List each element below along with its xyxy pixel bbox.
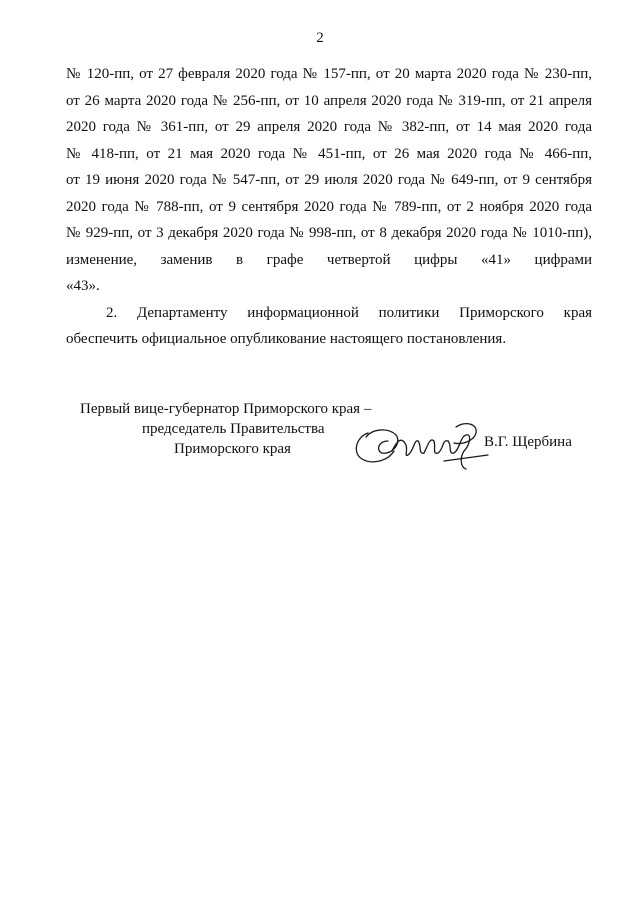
text-line: 2020 года № 788-пп, от 9 сентября 2020 года № 789-пп, от 2 ноября 2020 года: [66, 198, 592, 215]
text-line: № 120-пп, от 27 февраля 2020 года № 157-пп, от 20 марта 2020 года № 230-пп,: [66, 66, 592, 82]
signatory-title-line: Приморского края: [174, 441, 291, 457]
signatory-title-line: председатель Правительства: [142, 421, 325, 437]
text-line: № 418-пп, от 21 мая 2020 года № 451-пп, от 26 мая 2020 года № 466-пп,: [66, 145, 592, 162]
text-line: № 929-пп, от 3 декабря 2020 года № 998-пп, от 8 декабря 2020 года № 1010-пп),: [66, 225, 592, 241]
document-body: [66, 61, 592, 353]
signature-block: [80, 399, 600, 489]
paragraph-2: [66, 300, 592, 353]
signatory-name: В.Г. Щербина: [484, 434, 572, 450]
text-line: «43».: [66, 278, 100, 294]
paragraph-1: [66, 61, 592, 300]
text-line: от 26 марта 2020 года № 256-пп, от 10 апреля 2020 года № 319-пп, от 21 апреля: [66, 92, 592, 109]
text-line: от 19 июня 2020 года № 547-пп, от 29 июля 2020 года № 649-пп, от 9 сентября: [66, 172, 592, 188]
signatory-title-line: Первый вице-губернатор Приморского края –: [80, 401, 372, 417]
page-number: 2: [316, 30, 324, 46]
text-line: изменение, заменив в графе четвертой цифры «41» цифрами: [66, 251, 592, 268]
text-line: 2020 года № 361-пп, от 29 апреля 2020 года № 382-пп, от 14 мая 2020 года: [66, 119, 592, 135]
handwritten-signature: [348, 415, 498, 475]
text-line: обеспечить официальное опубликование настоящего постановления.: [66, 331, 507, 347]
text-line: 2. Департаменту информационной политики Приморского края: [106, 304, 592, 321]
